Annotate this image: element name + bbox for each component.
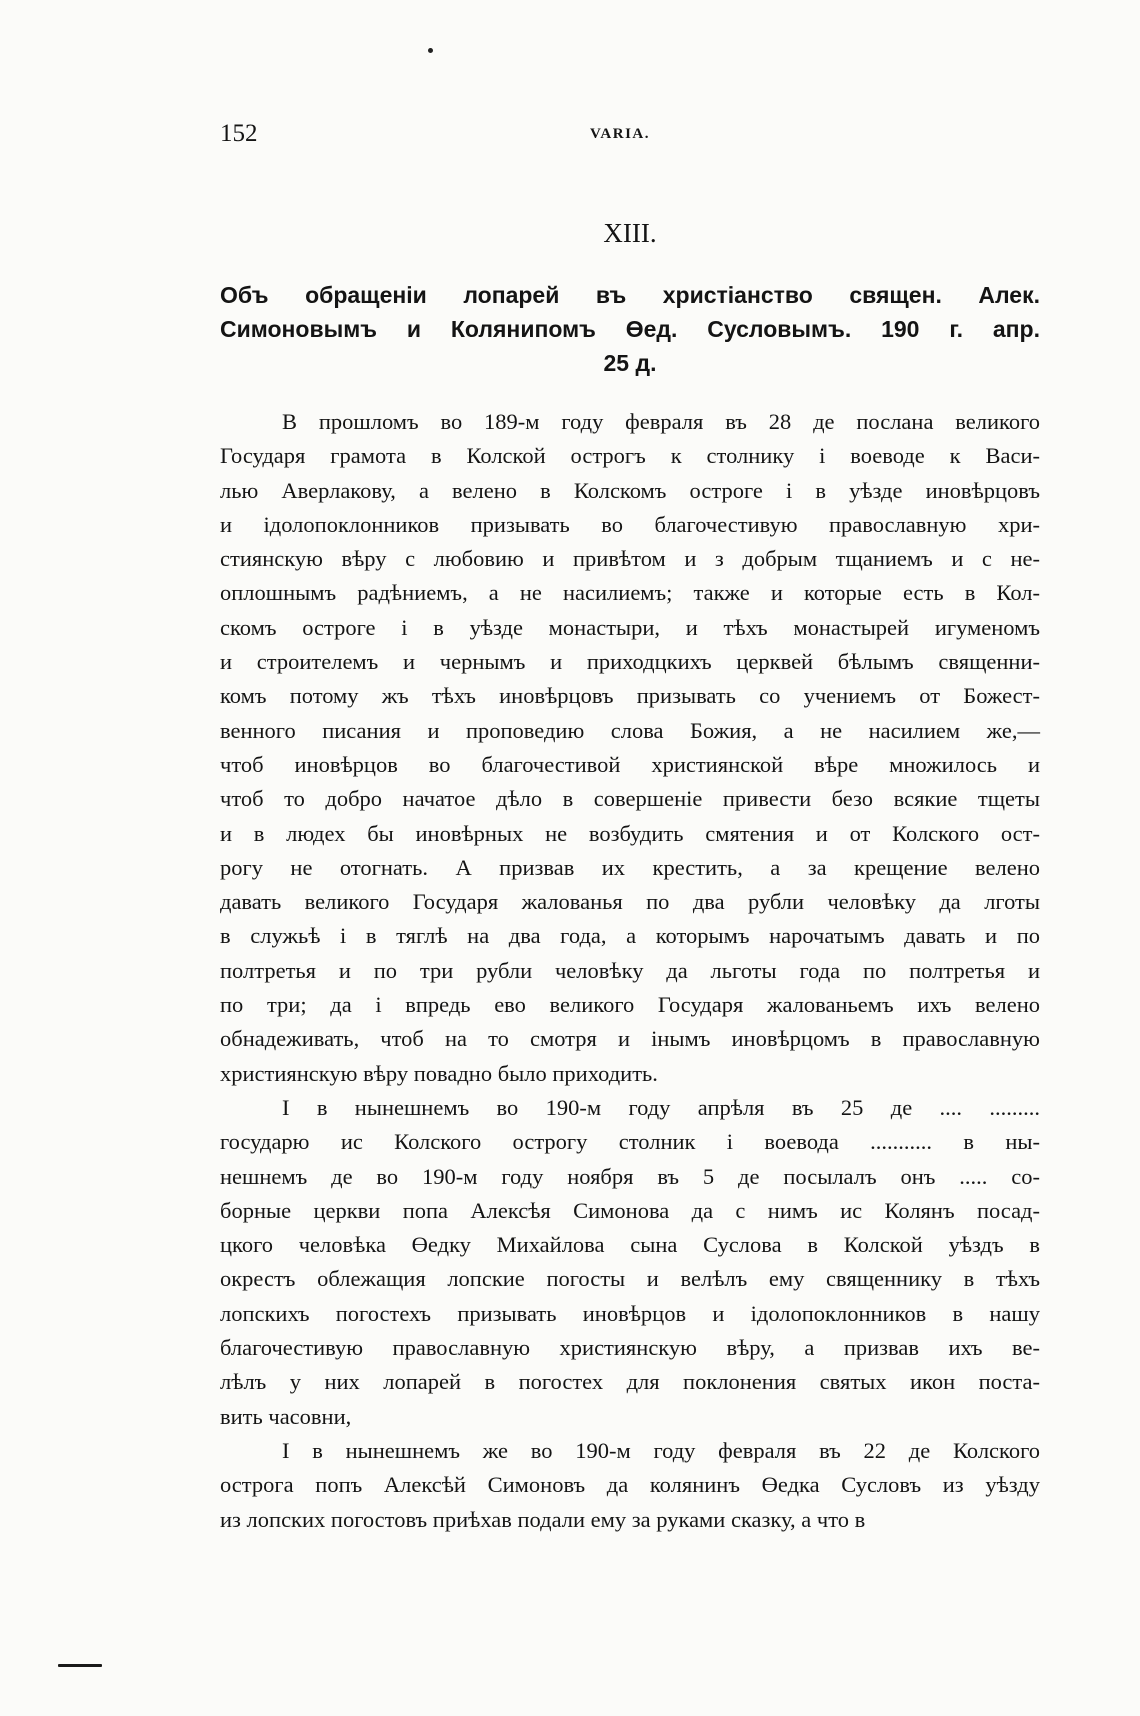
text-line: острога попъ Алексѣй Симоновъ да колянинъ Өедка Сусловъ из уѣзду	[220, 1472, 1040, 1498]
text-line: лѣлъ у них лопарей в погостех для поклонения святых икон поста-	[220, 1369, 1040, 1395]
text-line: скомъ остроге і в уѣзде монастыри, и тѣхъ монастырей игуменомъ	[220, 614, 1040, 640]
heading-line: Симоновымъ и Колянипомъ Өед. Сусловымъ. 190 г. апр.	[220, 316, 1040, 342]
body-text	[220, 405, 1040, 1537]
text-line: по три; да і впредь ево великого Государя жалованьемъ ихъ велено	[220, 992, 1040, 1018]
text-line: І в нынешнемъ же во 190-м году февраля въ 22 де Колского	[282, 1437, 1040, 1463]
text-line: нешнемъ де во 190-м году ноября въ 5 де посылалъ онъ ..... со-	[220, 1163, 1040, 1189]
paragraph	[220, 405, 1040, 1091]
scan-speck	[428, 48, 433, 53]
text-line: благочестивую православную християнскую вѣру, а призвав ихъ ве-	[220, 1335, 1040, 1361]
text-line: Государя грамота в Колской острогъ к столнику і воеводе к Васи-	[220, 443, 1040, 469]
text-line: в служьѣ і в тяглѣ на два года, а которымъ нарочатымъ давать и по	[220, 923, 1040, 949]
text-line: стиянскую вѣру с любовию и привѣтом и з добрым тщаниемъ и с не-	[220, 546, 1040, 572]
text-line: окрестъ облежащия лопские погосты и велѣлъ ему священнику в тѣхъ	[220, 1266, 1040, 1292]
heading-line: 25 д.	[603, 350, 657, 376]
text-line: из лопских погостовъ приѣхав подали ему за руками сказку, а что в	[220, 1506, 866, 1532]
text-line: полтретья и по три рубли человѣку да льготы года по полтретья и	[220, 957, 1040, 983]
text-line: християнскую вѣру повадно было приходить.	[220, 1060, 658, 1086]
text-line: чтоб то добро начатое дѣло в совершеніе привести безо всякие тщеты	[220, 786, 1040, 812]
document-heading	[220, 278, 1040, 380]
text-line: борные церкви попа Алексѣя Симонова да с нимъ ис Колянъ посад-	[220, 1197, 1040, 1223]
text-line: давать великого Государя жалованья по два рубли человѣку да лготы	[220, 889, 1040, 915]
scan-edge-mark	[58, 1664, 102, 1667]
section-number: XIII.	[603, 218, 657, 248]
text-line: вить часовни,	[220, 1403, 352, 1429]
paragraph	[220, 1434, 1040, 1537]
text-line: и в людех бы иновѣрных не возбудить смятения и от Колского ост-	[220, 820, 1040, 846]
text-line: комъ потому жъ тѣхъ иновѣрцовъ призывать со учениемъ от Божест-	[220, 683, 1040, 709]
paragraph	[220, 1091, 1040, 1434]
text-line: и строителемъ и чернымъ и приходцкихъ церквей бѣлымъ священни-	[220, 649, 1040, 675]
text-line: рогу не отогнать. А призвав их крестить, а за крещение велено	[220, 854, 1040, 880]
text-line: В прошломъ во 189-м году февраля въ 28 де послана великого	[282, 409, 1040, 434]
text-line: лопскихъ погостехъ призывать иновѣрцов и ідолопоклонников в нашу	[220, 1300, 1040, 1326]
text-line: лью Аверлакову, а велено в Колскомъ остроге і в уѣзде иновѣрцовъ	[220, 477, 1040, 503]
heading-line: Объ обращеніи лопарей въ христіанство священ. Алек.	[220, 282, 1040, 308]
running-title: VARIA.	[590, 126, 650, 142]
text-line: государю ис Колского острогу столник і воевода ........... в ны-	[220, 1129, 1040, 1155]
text-line: І в нынешнемъ во 190-м году апрѣля въ 25 де .... .........	[282, 1094, 1040, 1120]
text-line: цкого человѣка Өедку Михайлова сына Суслова в Колской уѣздъ в	[220, 1232, 1040, 1258]
running-head	[220, 120, 1040, 152]
text-line: чтоб иновѣрцов во благочестивой християнской вѣре множилось и	[220, 751, 1040, 777]
page-number: 152	[220, 120, 258, 147]
text-line: венного писания и проповедию слова Божия, а не насилием же,—	[220, 717, 1040, 743]
text-line: оплошнымъ радѣниемъ, а не насилиемъ; также и которые есть в Кол-	[220, 580, 1040, 606]
text-line: и ідолопоклонников призывать во благочестивую православную хри-	[220, 511, 1040, 537]
text-line: обнадеживать, чтоб на то смотря и інымъ иновѣрцомъ в православную	[220, 1026, 1040, 1052]
